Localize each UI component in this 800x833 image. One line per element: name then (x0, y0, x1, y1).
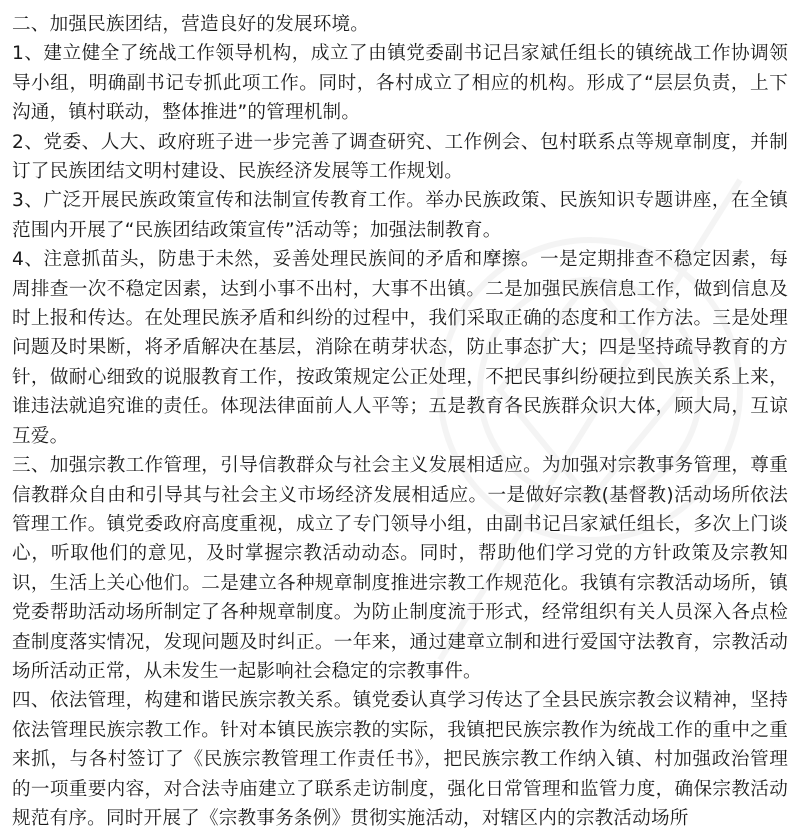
paragraph-item-1: 1、建立健全了统战工作领导机构，成立了由镇党委副书记吕家斌任组长的镇统战工作协调领导小组，明确副书记专抓此项工作。同时，各村成立了相应的机构。形成了“层层负责，上下沟通，镇村联动，整体推进”的管理机制。 (12, 43, 788, 124)
section-heading-2: 二、加强民族团结，营造良好的发展环境。 (12, 14, 370, 35)
section-3-paragraph: 三、加强宗教工作管理，引导信教群众与社会主义发展相适应。为加强对宗教事务管理，尊重信教群众自由和引导其与社会主义市场经济发展相适应。一是做好宗教(基督教)活动场所依法管理工作。镇党委政府高度重视，成立了专门领导小组，由副书记吕家斌任组长，多次上门谈心，听取他们的意见，及时掌握宗教活动动态。同时，帮助他们学习党的方针政策及宗教知识，生活上关心他们。二是建立各种规章制度推进宗教工作规范化。我镇有宗教活动场所，镇党委帮助活动场所制定了各种规章制度。为防止制度流于形式，经常组织有关人员深入各点检查制度落实情况，发现问题及时纠正。一年来，通过建章立制和进行爱国守法教育，宗教活动场所活动正常，从未发生一起影响社会稳定的宗教事件。 (12, 455, 788, 682)
section-4-paragraph: 四、依法管理，构建和谐民族宗教关系。镇党委认真学习传达了全县民族宗教会议精神，坚持依法管理民族宗教工作。针对本镇民族宗教的实际，我镇把民族宗教作为统战工作的重中之重来抓，与各村签订了《民族宗教管理工作责任书》，把民族宗教工作纳入镇、村加强政治管理的一项重要内容，对合法寺庙建立了联系走访制度，强化日常管理和监管力度，确保宗教活动规范有序。同时开展了《宗教事务条例》贯彻实施活动，对辖区内的宗教活动场所 (12, 690, 788, 829)
paragraph-item-3: 3、广泛开展民族政策宣传和法制宣传教育工作。举办民族政策、民族知识专题讲座，在全镇范围内开展了“民族团结政策宣传”活动等；加强法制教育。 (12, 190, 788, 241)
paragraph-item-2: 2、党委、人大、政府班子进一步完善了调查研究、工作例会、包村联系点等规章制度，并制订了民族团结文明村建设、民族经济发展等工作规划。 (12, 131, 788, 183)
document-body (12, 10, 788, 833)
paragraph-item-4: 4、注意抓苗头，防患于未然，妥善处理民族间的矛盾和摩擦。一是定期排查不稳定因素，每周排查一次不稳定因素，达到小事不出村，大事不出镇。二是加强民族信息工作，做到信息及时上报和传达。在处理民族矛盾和纠纷的过程中，我们采取正确的态度和工作方法。三是处理问题及时果断，将矛盾解决在基层，消除在萌芽状态，防止事态扩大；四是坚持疏导教育的方针，做耐心细致的说服教育工作，按政策规定公正处理，不把民事纠纷硬拉到民族关系上来，谁违法就追究谁的责任。体现法律面前人人平等；五是教育各民族群众识大体，顾大局，互谅互爱。 (12, 249, 788, 447)
